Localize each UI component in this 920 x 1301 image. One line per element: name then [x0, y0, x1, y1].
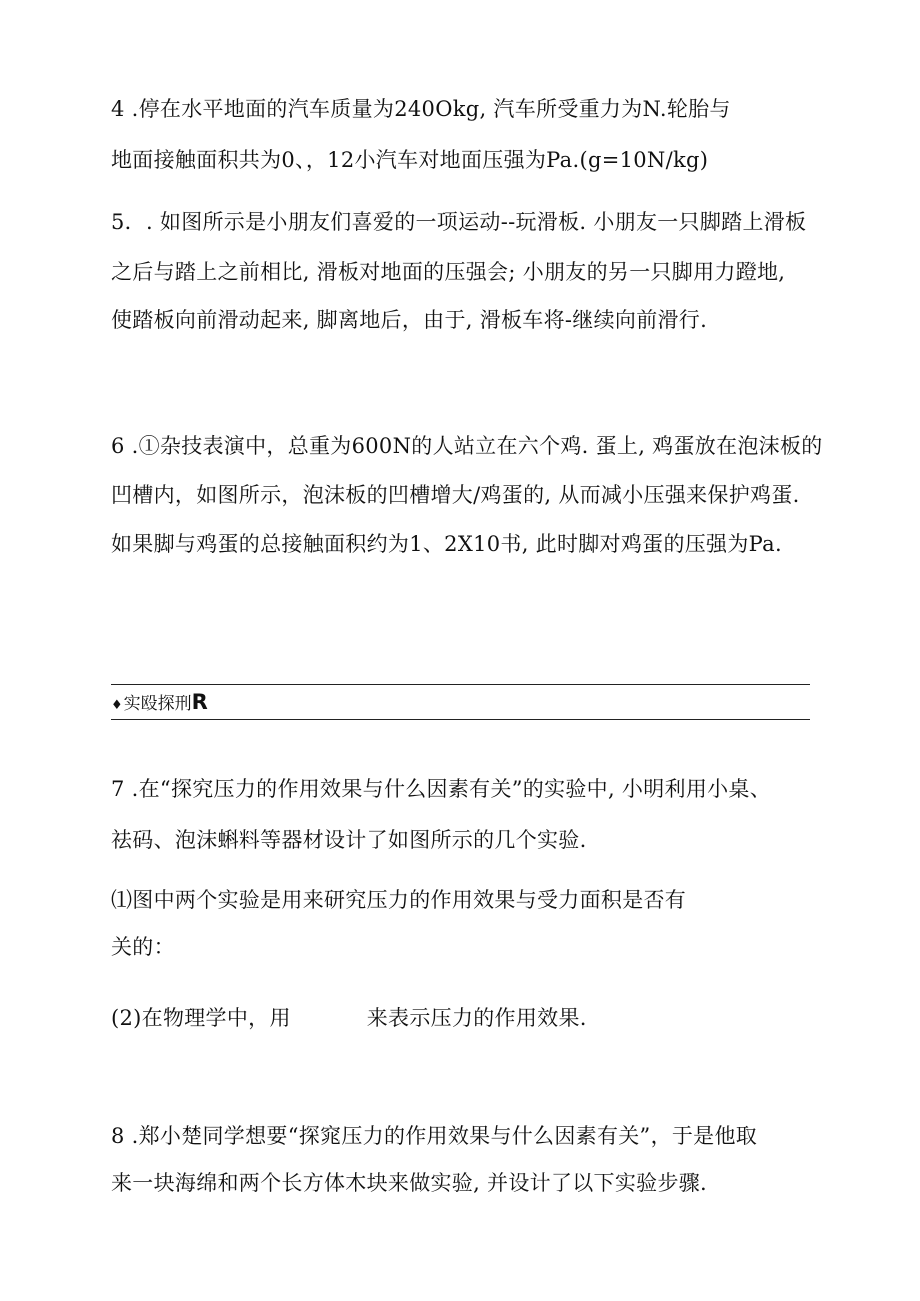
section-label-text: 实殴探刑	[123, 694, 192, 714]
diamond-icon: ♦	[111, 698, 123, 713]
section-header	[111, 684, 810, 720]
q5-line-2: 之后与踏上之前相比, 滑板对地面的压强会; 小朋友的另一只脚用力蹬地,	[111, 260, 786, 284]
q7-sub1-line-1: ⑴图中两个实验是用来研究压力的作用效果与受力面积是否有	[111, 888, 687, 912]
q7-sub2-part-1: (2)在物理学中，用	[111, 1006, 291, 1030]
q4-line-2: 地面接触面积共为0、，12小汽车对地面压强为Pa.(g=10N/kg)	[111, 148, 709, 172]
q6-line-1: 6 .①杂技表演中，总重为600N的人站立在六个鸡. 蛋上, 鸡蛋放在泡沫板的	[111, 434, 823, 458]
q6-line-2: 凹槽内，如图所示，泡沫板的凹槽增大/鸡蛋的, 从而减小压强来保护鸡蛋.	[111, 483, 800, 507]
q7-sub2-part-2: 来表示压力的作用效果.	[366, 1006, 587, 1030]
section-title	[111, 692, 208, 716]
q4-line-1: 4 .停在水平地面的汽车质量为240Okg, 汽车所受重力为N.轮胎与	[111, 97, 731, 121]
q7-line-2: 祛码、泡沫蝌料等器材设计了如图所示的几个实验.	[111, 828, 587, 852]
q6-line-3: 如果脚与鸡蛋的总接触面积约为1、2X10书, 此时脚对鸡蛋的压强为Pa.	[111, 532, 782, 556]
q5-line-1: 5．. 如图所示是小朋友们喜爱的一项运动--玩滑板. 小朋友一只脚踏上滑板	[111, 210, 807, 234]
q5-line-3: 使踏板向前滑动起来, 脚离地后，由于, 滑板车将-继续向前滑行.	[111, 308, 708, 332]
q8-line-1: 8 .郑小楚同学想要“探窕压力的作用效果与什么因素有关”，于是他取	[111, 1124, 758, 1148]
q8-line-2: 来一块海绵和两个长方体木块来做实验, 并设计了以下实验步骤.	[111, 1171, 708, 1195]
section-label-suffix: R	[191, 690, 208, 714]
q7-sub2	[111, 1004, 587, 1032]
q7-line-1: 7 .在“探究压力的作用效果与什么因素有关”的实验中, 小明利用小桌、	[111, 777, 772, 801]
q7-sub1-line-2: 关的：	[111, 935, 175, 959]
